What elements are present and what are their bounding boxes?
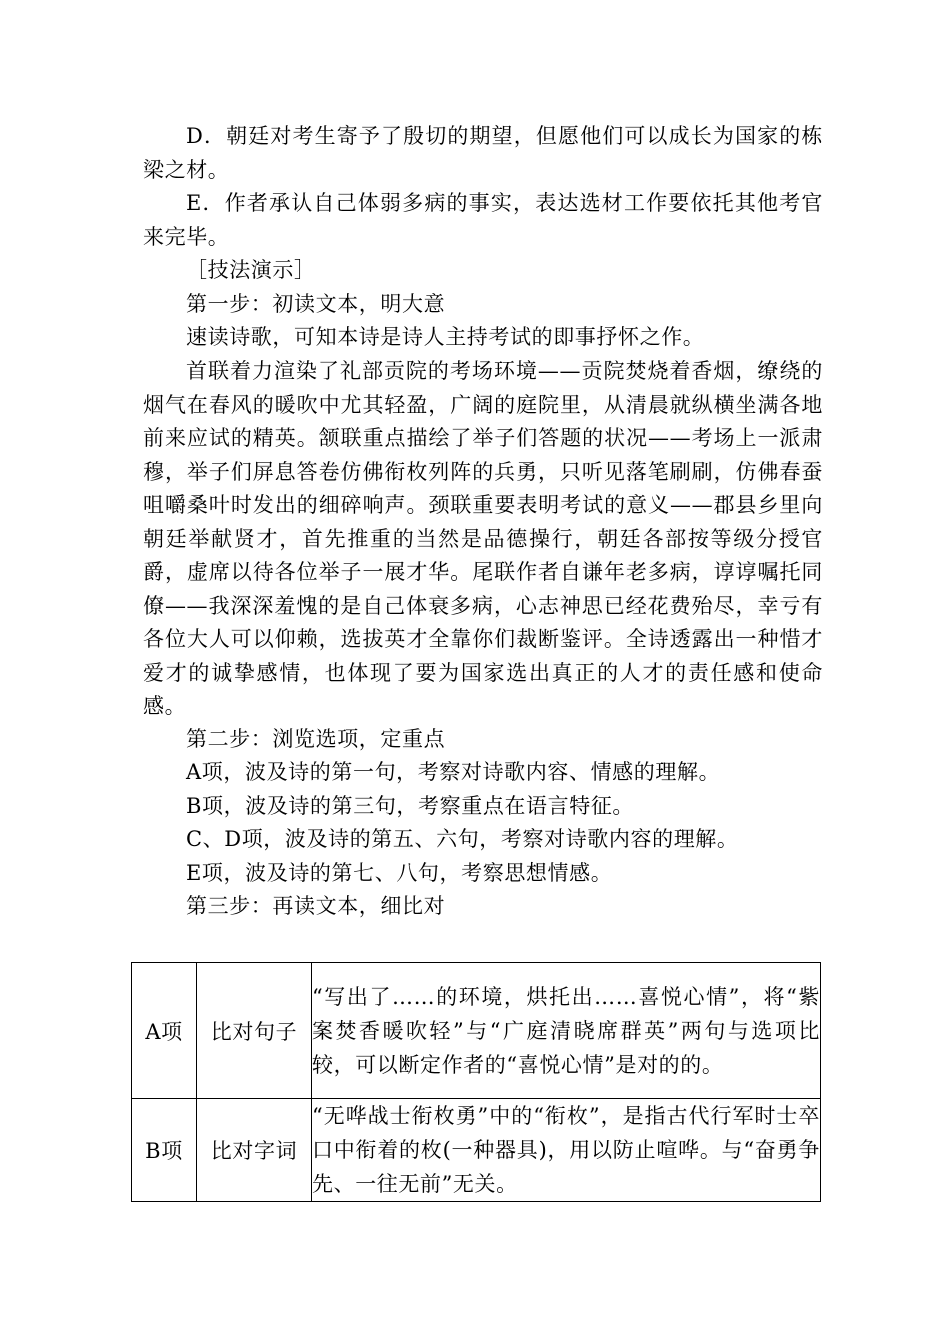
table-cell-item: B项 — [132, 1099, 197, 1202]
technique-heading: ［技法演示］ — [186, 258, 316, 282]
step1-heading: 第一步：初读文本，明大意 — [186, 292, 446, 316]
table-cell-detail: “无哗战士衔枚勇”中的“衔枚”，是指古代行军时士卒口中衔着的枚(一种器具)，用以防止喧哗。与“奋勇争先、一往无前”无关。 — [312, 1099, 821, 1202]
table-cell-method: 比对字词 — [197, 1099, 312, 1202]
analysis-paragraph: 首联着力渲染了礼部贡院的考场环境——贡院焚烧着香烟，缭绕的烟气在春风的暖吹中尤其轻盈，广阔的庭院里，从清晨就纵横坐满各地前来应试的精英。颔联重点描绘了举子们答题的状况——考场上一派肃穆，举子们屏息答卷仿佛衔枚列阵的兵勇，只听见落笔刷刷，仿佛春蚕咀嚼桑叶时发出的细碎响声。颈联重要表明考试的意义——郡县乡里向朝廷举献贤才，首先推重的当然是品德操行，朝廷各部按等级分授官爵，虚席以待各位举子一展才华。尾联作者自谦年老多病，谆谆嘱托同僚——我深深羞愧的是自己体衰多病，心志神思已经花费殆尽，幸亏有各位大人可以仰赖，选拔英才全靠你们裁断鉴评。全诗透露出一种惜才爱才的诚挚感情，也体现了要为国家选出真正的人才的责任感和使命感。 — [143, 359, 823, 718]
comparison-table — [131, 962, 821, 1202]
table-cell-item: A项 — [132, 963, 197, 1099]
item-cd-text: C、D项，波及诗的第五、六句，考察对诗歌内容的理解。 — [186, 827, 739, 851]
step2-heading: 第二步：浏览选项，定重点 — [186, 727, 446, 751]
table-cell-detail: “写出了……的环境，烘托出……喜悦心情”，将“紫案焚香暖吹轻”与“广庭清晓席群英”两句与选项比较，可以断定作者的“喜悦心情”是对的的。 — [312, 963, 821, 1099]
summary-text: 速读诗歌，可知本诗是诗人主持考试的即事抒怀之作。 — [186, 325, 705, 349]
step3-heading: 第三步：再读文本，细比对 — [186, 894, 446, 918]
item-e-text: E项，波及诗的第七、八句，考察思想情感。 — [186, 861, 613, 885]
item-a-text: A项，波及诗的第一句，考察对诗歌内容、情感的理解。 — [186, 760, 721, 784]
option-d-text: D．朝廷对考生寄予了殷切的期望，但愿他们可以成长为国家的栋梁之材。 — [143, 124, 823, 182]
table-row — [132, 963, 821, 1099]
table-cell-method: 比对句子 — [197, 963, 312, 1099]
option-e-text: E．作者承认自己体弱多病的事实，表达选材工作要依托其他考官来完毕。 — [143, 191, 823, 249]
table-row — [132, 1099, 821, 1202]
item-b-text: B项，波及诗的第三句，考察重点在语言特征。 — [186, 794, 635, 818]
